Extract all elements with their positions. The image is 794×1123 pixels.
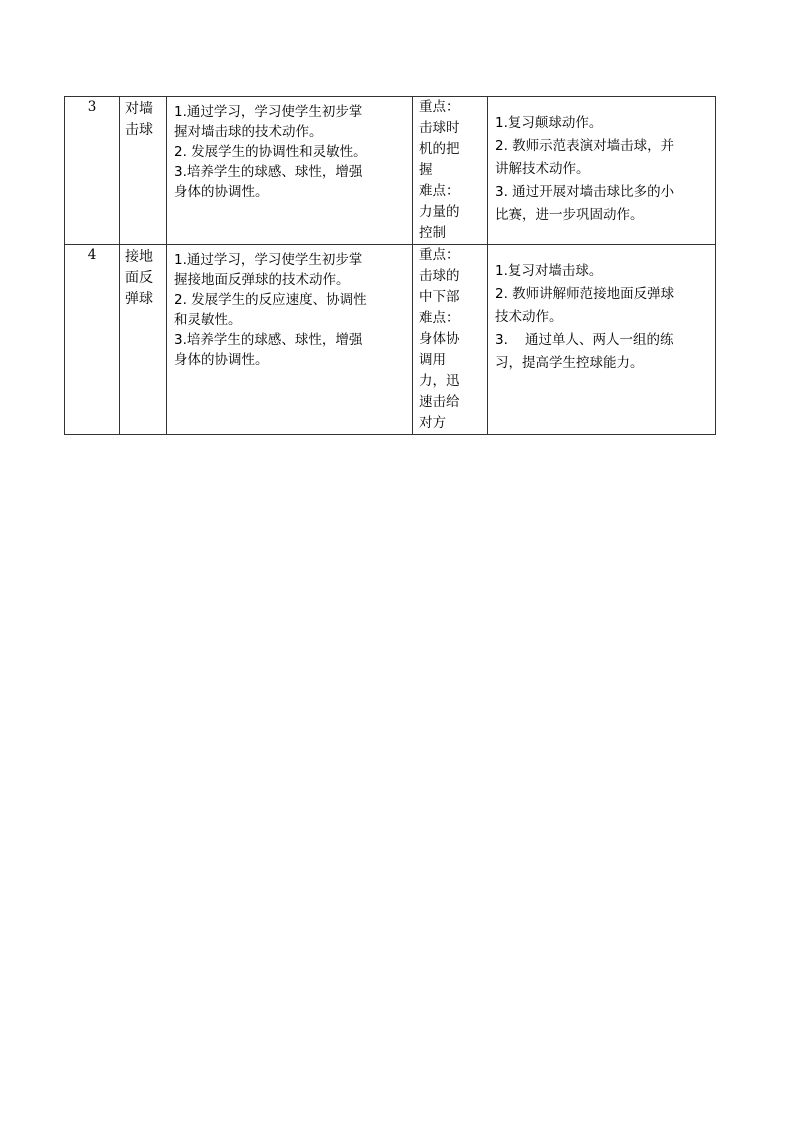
lesson-goal-cell: [167, 245, 413, 435]
key-line: 难点：: [419, 183, 460, 199]
key-points-cell: [413, 97, 488, 245]
process-line: 比赛，进一步巩固动作。: [495, 207, 644, 223]
key-line: 重点：: [419, 247, 460, 263]
process-line: 3. 通过开展对墙击球比多的小: [495, 184, 675, 200]
goal-line: 1.通过学习，学习使学生初步掌: [174, 104, 363, 120]
process-line: 讲解技术动作。: [495, 161, 590, 177]
key-line: 击球时: [419, 120, 460, 136]
key-line: 力，迅: [419, 373, 460, 389]
process-line: 习，提高学生控球能力。: [495, 355, 644, 371]
key-line: 中下部: [419, 289, 460, 305]
lesson-number-cell: [65, 97, 120, 245]
key-line: 机的把: [419, 141, 460, 157]
process-line: 技术动作。: [495, 309, 563, 325]
lesson-name-line: 击球: [125, 122, 153, 138]
lesson-name-line: 面反: [125, 270, 153, 286]
goal-line: 1.通过学习，学习使学生初步掌: [174, 252, 363, 268]
lesson-name-line: 弹球: [125, 291, 153, 307]
goal-line: 2. 发展学生的反应速度、协调性: [174, 292, 367, 308]
key-line: 控制: [419, 225, 446, 241]
lesson-plan-table: [64, 96, 716, 435]
goal-line: 3.培养学生的球感、球性，增强: [174, 332, 363, 348]
table-row: [65, 245, 716, 435]
goal-line: 握接地面反弹球的技术动作。: [174, 272, 350, 288]
process-line: 2. 教师讲解师范接地面反弹球: [495, 286, 675, 302]
key-points-cell: [413, 245, 488, 435]
goal-line: 握对墙击球的技术动作。: [174, 124, 323, 140]
teaching-process-cell: [488, 97, 716, 245]
lesson-name-cell: [120, 97, 167, 245]
lesson-name: [120, 245, 166, 310]
goal-line: 身体的协调性。: [174, 352, 269, 368]
lesson-name: [120, 97, 166, 141]
process-line: 1.复习颠球动作。: [495, 115, 603, 131]
process-line: 3. 通过单人、两人一组的练: [495, 332, 674, 348]
lesson-number: 3: [87, 99, 97, 115]
goal-line: 2. 发展学生的协调性和灵敏性。: [174, 144, 367, 160]
process-line: 2. 教师示范表演对墙击球，并: [495, 138, 675, 154]
goal-line: 身体的协调性。: [174, 184, 269, 200]
lesson-name-line: 对墙: [125, 101, 153, 117]
lesson-name-line: 接地: [125, 249, 153, 265]
key-line: 力量的: [419, 204, 460, 220]
lesson-number-cell: [65, 245, 120, 435]
key-line: 重点：: [419, 99, 460, 115]
lesson-number: 4: [87, 247, 97, 263]
goal-line: 和灵敏性。: [174, 312, 242, 328]
teaching-process-cell: [488, 245, 716, 435]
key-line: 身体协: [419, 331, 460, 347]
table-row: [65, 97, 716, 245]
process-line: 1.复习对墙击球。: [495, 263, 603, 279]
key-line: 对方: [419, 415, 446, 431]
lesson-goal-cell: [167, 97, 413, 245]
goal-line: 3.培养学生的球感、球性，增强: [174, 164, 363, 180]
lesson-name-cell: [120, 245, 167, 435]
key-line: 击球的: [419, 268, 460, 284]
key-line: 速击给: [419, 394, 460, 410]
key-line: 调用: [419, 352, 446, 368]
key-line: 难点：: [419, 310, 460, 326]
key-line: 握: [419, 162, 433, 178]
